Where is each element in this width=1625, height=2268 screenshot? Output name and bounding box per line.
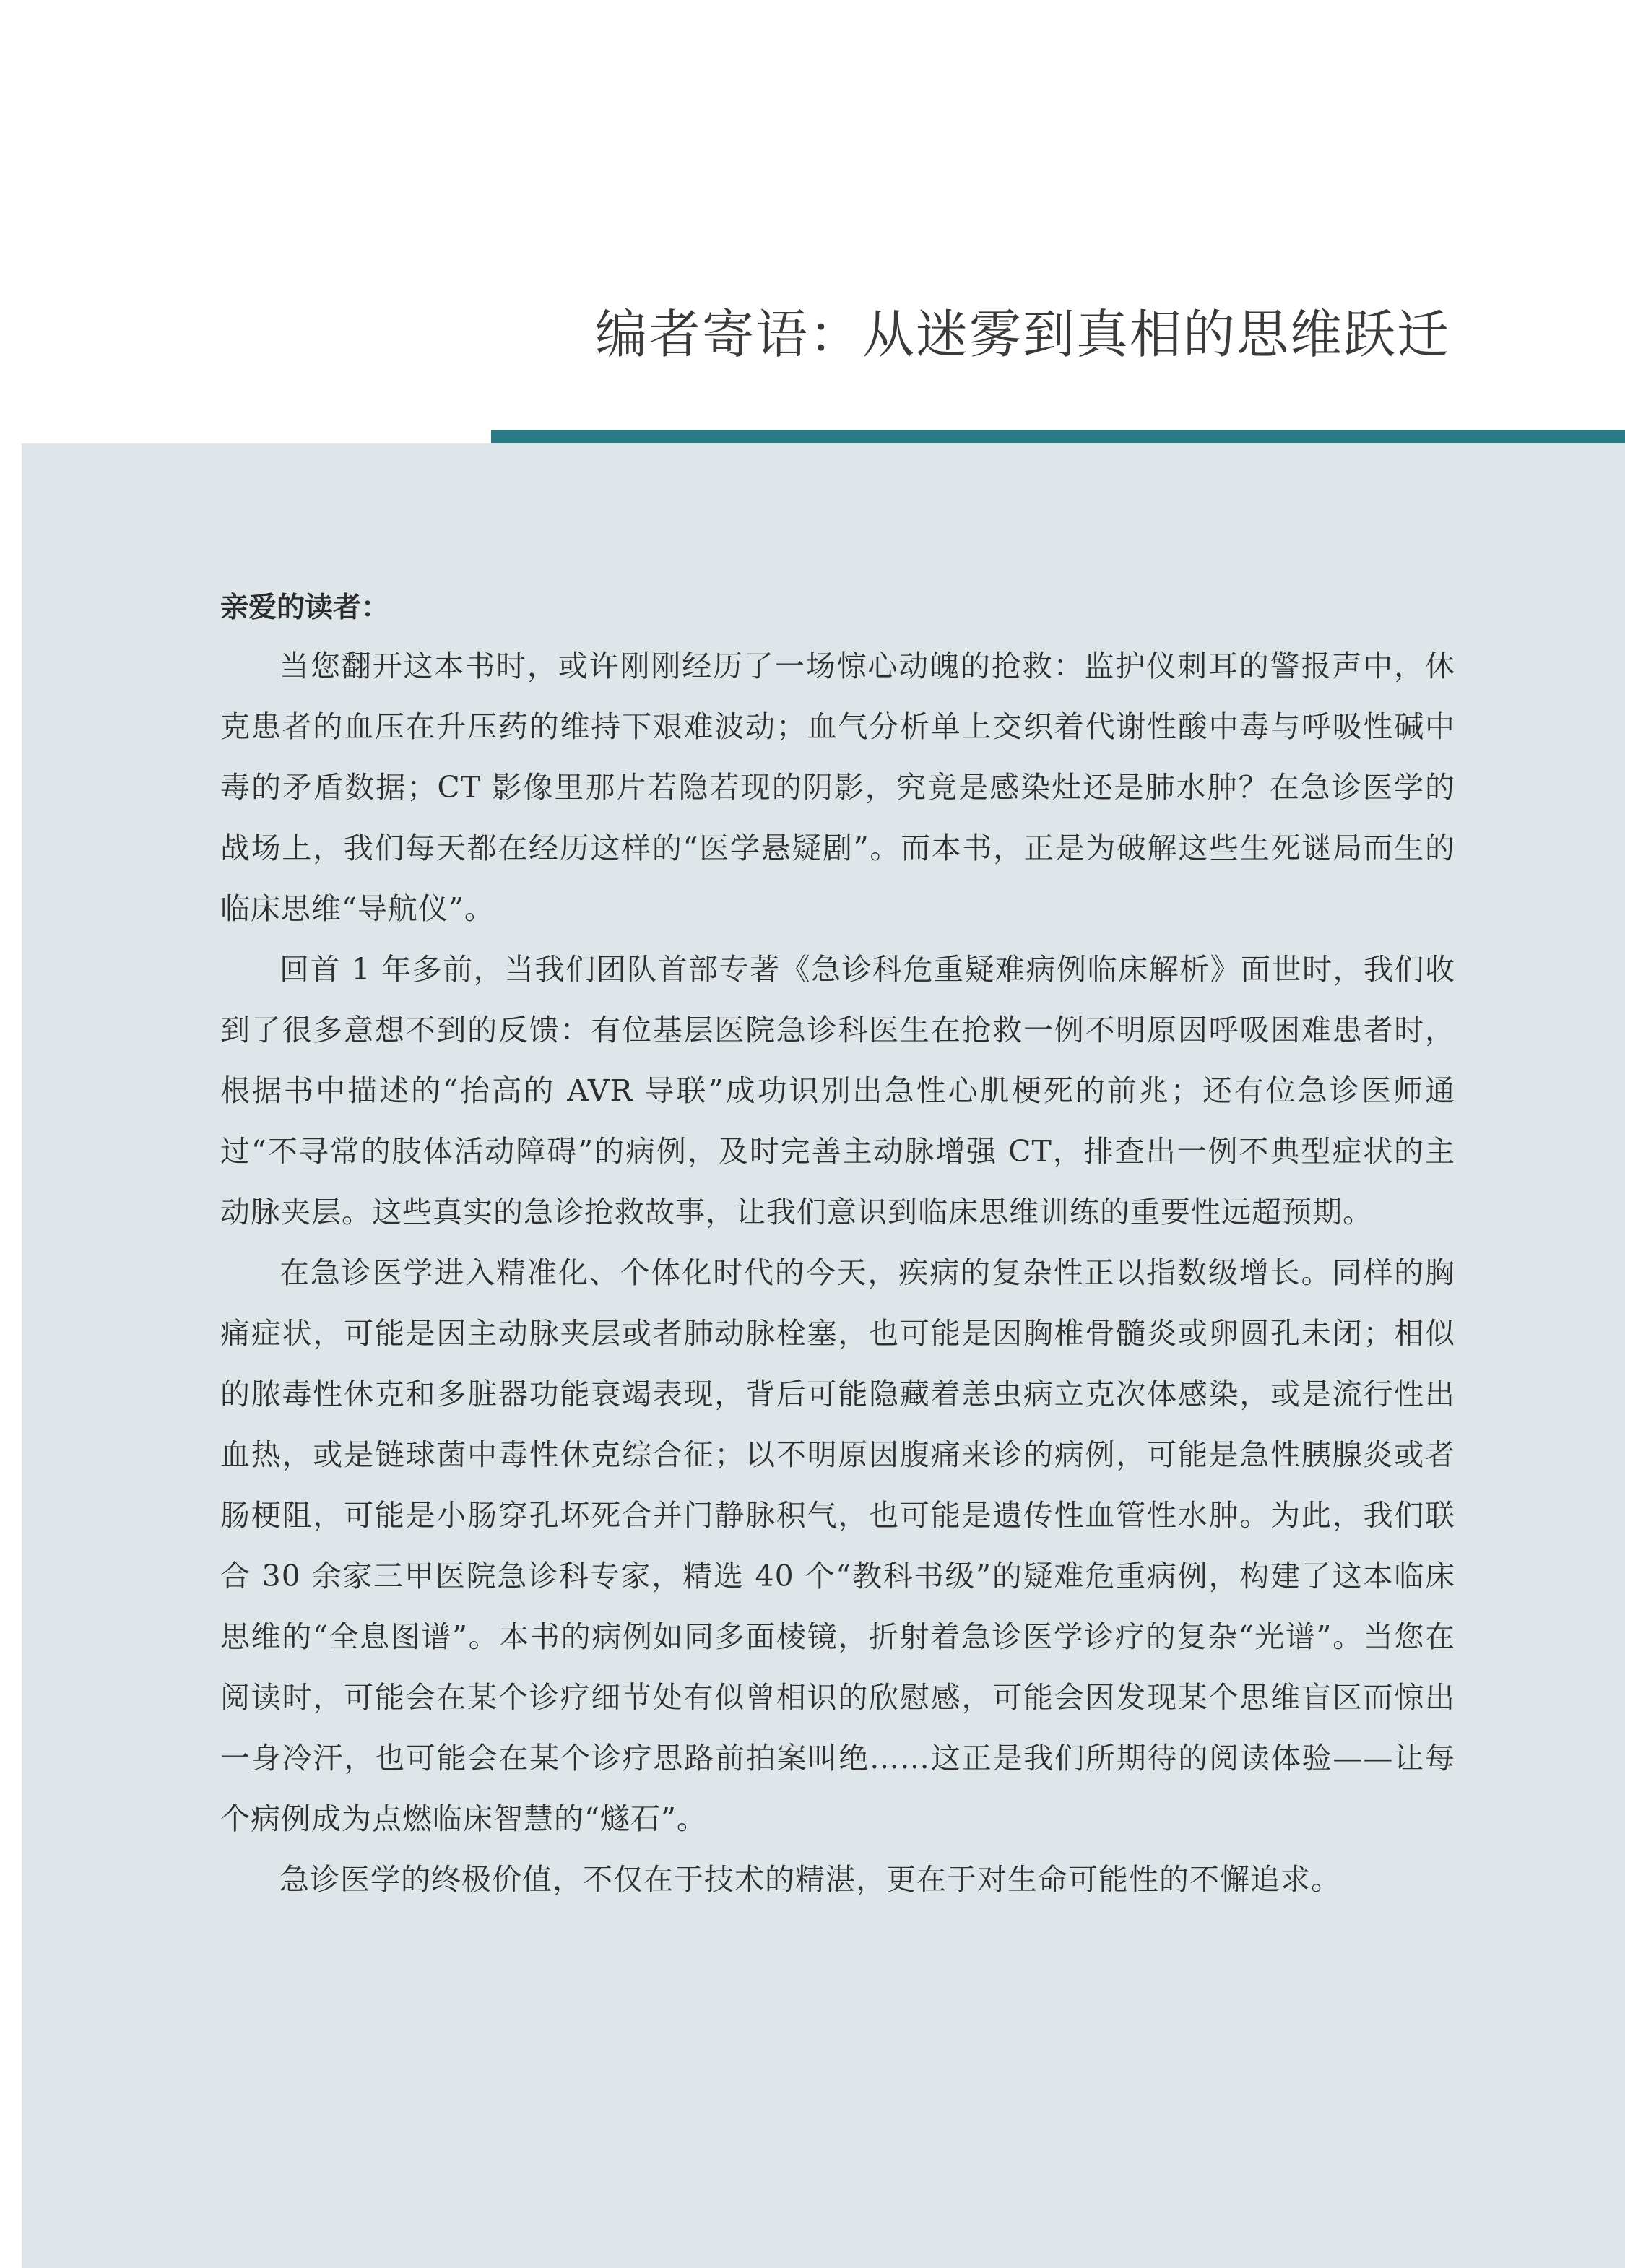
- paragraph: 当您翻开这本书时，或许刚刚经历了一场惊心动魄的抢救：监护仪刺耳的警报声中，休克患者的血压在升压药的维持下艰难波动；血气分析单上交织着代谢性酸中毒与呼吸性碱中毒的矛盾数据；CT 影像里那片若隐若现的阴影，究竟是感染灶还是肺水肿？在急诊医学的战场上，我们每天都在经历这样的“医学悬疑剧”。而本书，正是为破解这些生死谜局而生的临床思维“导航仪”。: [220, 649, 1455, 926]
- paragraph: 在急诊医学进入精准化、个体化时代的今天，疾病的复杂性正以指数级增长。同样的胸痛症状，可能是因主动脉夹层或者肺动脉栓塞，也可能是因胸椎骨髓炎或卵圆孔未闭；相似的脓毒性休克和多脏器功能衰竭表现，背后可能隐藏着恙虫病立克次体感染，或是流行性出血热，或是链球菌中毒性休克综合征；以不明原因腹痛来诊的病例，可能是急性胰腺炎或者肠梗阻，可能是小肠穿孔坏死合并门静脉积气，也可能是遗传性血管性水肿。为此，我们联合 30 余家三甲医院急诊科专家，精选 40 个“教科书级”的疑难危重病例，构建了这本临床思维的“全息图谱”。本书的病例如同多面棱镜，折射着急诊医学诊疗的复杂“光谱”。当您在阅读时，可能会在某个诊疗细节处有似曾相识的欣慰感，可能会因发现某个思维盲区而惊出一身冷汗，也可能会在某个诊疗思路前拍案叫绝……这正是我们所期待的阅读体验——让每个病例成为点燃临床智慧的“燧石”。: [220, 1255, 1455, 1836]
- page-title: 编者寄语：从迷雾到真相的思维跃迁: [594, 304, 1450, 365]
- paragraph: 急诊医学的终极价值，不仅在于技术的精湛，更在于对生命可能性的不懈追求。: [280, 1862, 1341, 1897]
- title-accent-rule: [491, 430, 1625, 443]
- salutation: 亲爱的读者：: [220, 592, 390, 624]
- editor-letter: [220, 584, 1455, 1910]
- paragraph: 回首 1 年多前，当我们团队首部专著《急诊科危重疑难病例临床解析》面世时，我们收到了很多意想不到的反馈：有位基层医院急诊科医生在抢救一例不明原因呼吸困难患者时，根据书中描述的“抬高的 AVR 导联”成功识别出急性心肌梗死的前兆；还有位急诊医师通过“不寻常的肢体活动障碍”的病例，及时完善主动脉增强 CT，排查出一例不典型症状的主动脉夹层。这些真实的急诊抢救故事，让我们意识到临床思维训练的重要性远超预期。: [220, 952, 1455, 1229]
